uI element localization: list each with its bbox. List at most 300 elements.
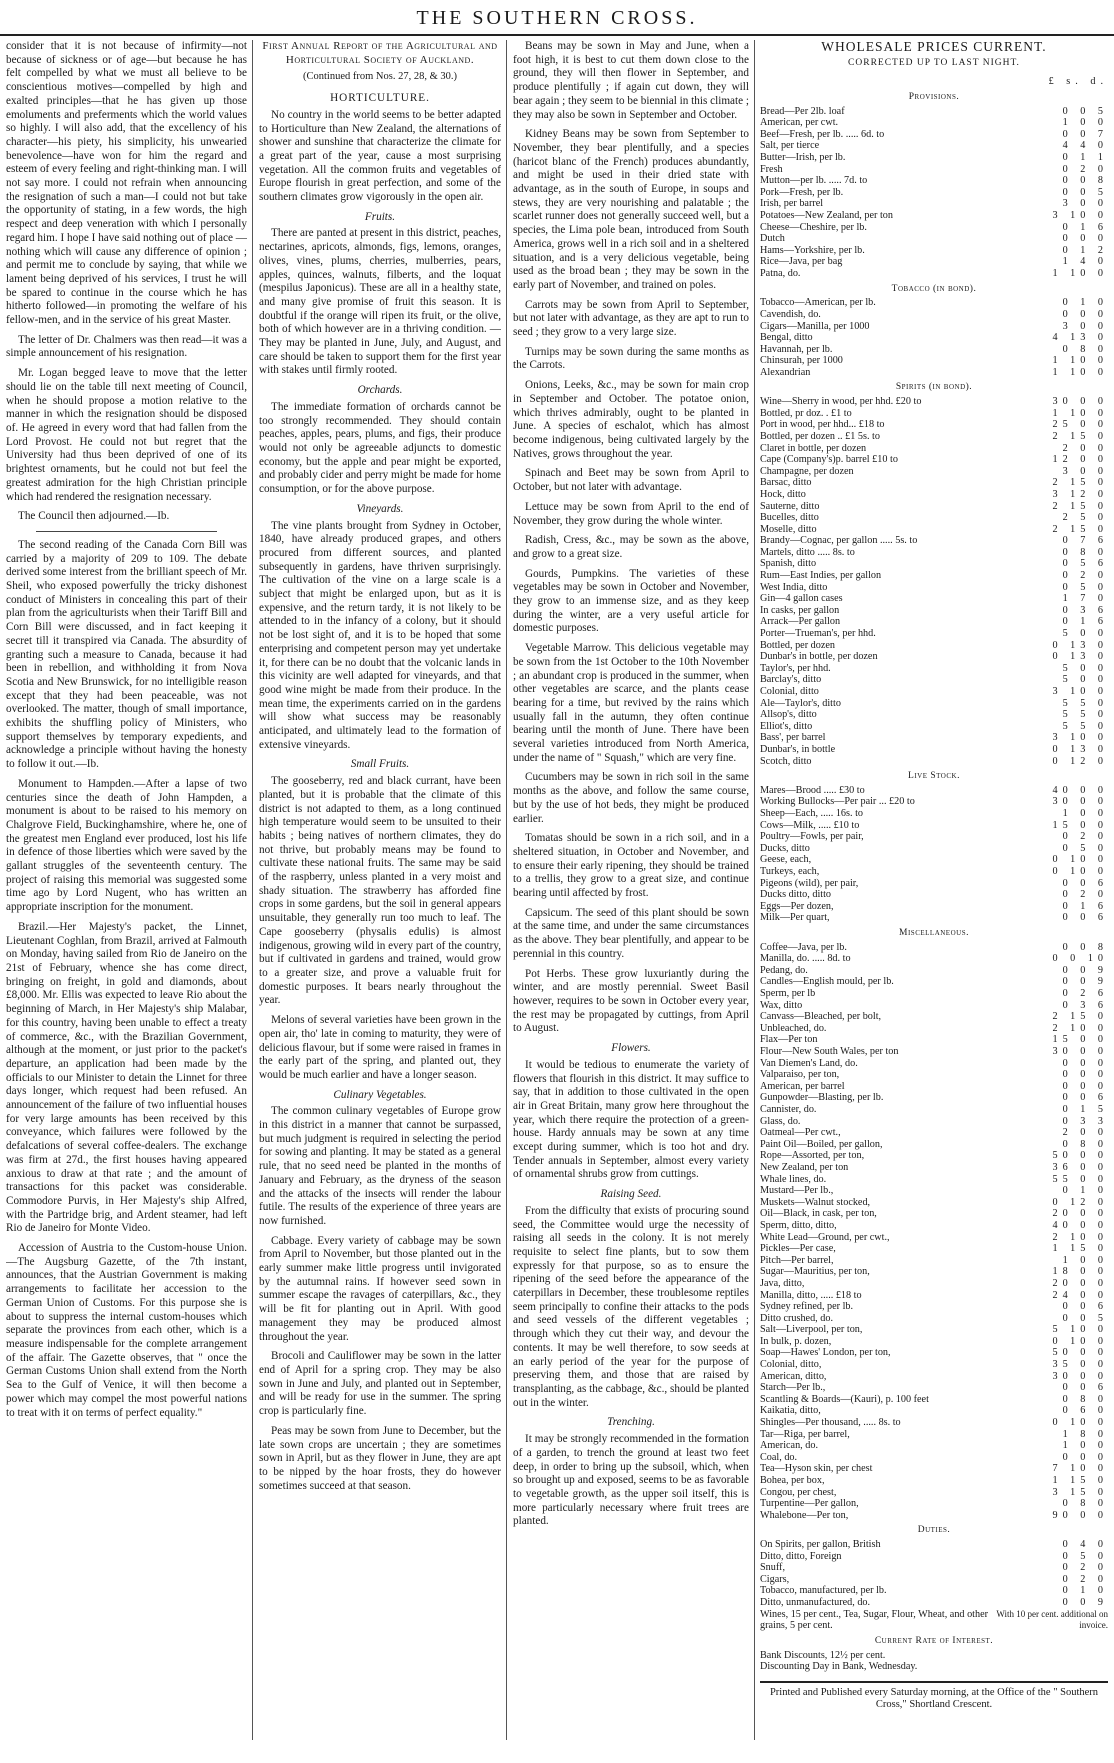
article-paragraph: Mr. Logan begged leave to move that the letter should lie on the table till next meeting of Council, when he should propose a motion relative to the manner in which the resignation should be disposed of. He agreed in every word that had fallen from the Lord Provost. He could not but regret that the University had thus been deprived of one of its brightest ornaments, but he could not but feel the greatest admiration for the high Christian principle which had rendered the resignation necessary. [6, 367, 247, 503]
price-value: 3 15 0 [1052, 1486, 1108, 1498]
price-value: 90 0 0 [1052, 1509, 1108, 1521]
price-row [760, 408, 1108, 420]
price-value: 0 0 0 [1062, 1451, 1108, 1463]
price-value: 55 0 0 [1052, 1173, 1108, 1185]
price-item-label: Pigeons (wild), per pair, [760, 877, 859, 889]
price-value: 0 2 0 [1062, 163, 1108, 175]
price-section-heading: Provisions. [908, 92, 960, 102]
price-value: 50 0 0 [1052, 1150, 1108, 1162]
price-value: 25 0 0 [1052, 419, 1108, 431]
price-value: 0 3 6 [1062, 999, 1108, 1011]
price-item-label: In casks, per gallon [760, 604, 840, 616]
price-row [760, 332, 1108, 344]
price-section-heading: Spirits (in bond). [895, 382, 973, 393]
price-row [760, 889, 1108, 901]
price-row [760, 1324, 1108, 1336]
price-item-label: Potatoes—New Zealand, per ton [760, 210, 893, 222]
price-item-label: Mutton—per lb. ..... 7d. to [760, 175, 868, 187]
price-row [760, 674, 1108, 686]
price-row [760, 744, 1108, 756]
article-paragraph: The second reading of the Canada Corn Bill was carried by a majority of 209 to 109. The debate derived some interest from the brilliant speech of Mr. Sheil, who exposed powerfully the tricky dishonest conduct of Ministers in concealing this part of their plan from the agriculturists when their Tariff Bill and Corn Bill were discussed, and in fact keeping it secret till it transpired via Canada. The absurdity of granting such a measure to Canada, because it had been in rebellion, and withholding it from Nova Scotia and New Brunswick, for no intelligible reason except that they had been peaceable, was not overlooked. The matter, though of small importance, exhibits the shuffling policy of Ministers, who support themselves by temporary expedients, and acknowledge a principle without having the honesty to follow it out.—Ib. [6, 538, 247, 771]
price-value: 0 0 0 [1062, 308, 1108, 320]
price-row [760, 1011, 1108, 1023]
price-row [760, 1266, 1108, 1278]
price-item-label: Sugar—Mauritius, per ton, [760, 1266, 870, 1278]
price-item-label: Canvass—Bleached, per bolt, [760, 1011, 882, 1023]
price-value: 40 0 0 [1052, 1219, 1108, 1231]
price-row [760, 1232, 1108, 1244]
price-item-label: Barsac, ditto [760, 477, 812, 489]
price-item-label: Sheep—Each, ..... 16s. to [760, 808, 863, 820]
price-value: 2 15 0 [1052, 430, 1108, 442]
price-item-label: Colonial, ditto, [760, 1359, 822, 1371]
price-value: 18 0 0 [1052, 1266, 1108, 1278]
section-heading: Raising Seed. [600, 1188, 662, 1201]
price-row [760, 1371, 1108, 1383]
price-item-label: Alexandrian [760, 366, 811, 378]
price-value: 1 7 0 [1062, 593, 1108, 605]
price-value: 2 10 0 [1052, 1022, 1108, 1034]
article-paragraph: Turnips may be sown during the same months as the Carrots. [513, 345, 749, 372]
price-value: 4 4 0 [1062, 140, 1108, 152]
price-row [760, 489, 1108, 501]
price-value: 24 0 0 [1052, 1289, 1108, 1301]
price-item-label: Java, ditto, [760, 1277, 805, 1289]
price-row [760, 106, 1108, 118]
price-row [760, 640, 1108, 652]
price-item-label: Bank Discounts, 12½ per cent. [760, 1649, 886, 1661]
price-item-label: Coffee—Java, per lb. [760, 941, 847, 953]
price-item-label: Bread—Per 2lb. loaf [760, 105, 845, 117]
price-item-label: Turkeys, each, [760, 866, 820, 878]
section-heading: Vineyards. [356, 502, 404, 515]
column-1 [6, 40, 247, 1745]
price-item-label: In bulk, p. dozen, [760, 1335, 832, 1347]
price-item-label: New Zealand, per ton [760, 1161, 849, 1173]
price-row [760, 512, 1108, 524]
price-item-label: Muskets—Walnut stocked, [760, 1196, 871, 1208]
price-value: 2 10 0 [1052, 1231, 1108, 1243]
price-value: 0 0 6 [1062, 1382, 1108, 1394]
price-row [760, 1463, 1108, 1475]
price-item-label: Valparaiso, per ton, [760, 1069, 840, 1081]
price-row [760, 233, 1108, 245]
price-value: 2 0 0 [1062, 442, 1108, 454]
price-value: 0 12 0 [1052, 755, 1108, 767]
price-row [760, 1562, 1108, 1574]
price-item-label: Rope—Assorted, per ton, [760, 1150, 865, 1162]
column-rule [754, 40, 755, 1740]
price-row [760, 1382, 1108, 1394]
price-row [760, 187, 1108, 199]
price-item-label: Coal, do. [760, 1451, 798, 1463]
price-item-label: Kaikatia, ditto, [760, 1405, 821, 1417]
article-paragraph: No country in the world seems to be better adapted to Horticulture than New Zealand, the alternations of shower and sunshine that characterize the climate for a great part of the year, cause a most surprising vegetation. All the common fruits and vegetables of Europe flourish in great perfection, and some of the southern climates grow vigorously in the open air. [259, 108, 501, 204]
price-item-label: Paint Oil—Boiled, per gallon, [760, 1138, 883, 1150]
price-row [760, 1243, 1108, 1255]
price-row [760, 355, 1108, 367]
price-value: 30 0 0 [1052, 1370, 1108, 1382]
price-item-label: Tea—Hyson skin, per chest [760, 1463, 873, 1475]
price-value: 3 0 0 [1062, 198, 1108, 210]
price-item-label: Champagne, per dozen [760, 465, 854, 477]
price-item-label: Soap—Hawes' London, per ton, [760, 1347, 891, 1359]
price-row [760, 901, 1108, 913]
price-value: 3 10 0 [1052, 210, 1108, 222]
price-row [760, 501, 1108, 513]
price-row [760, 1313, 1108, 1325]
price-value: 0 0 9 [1062, 964, 1108, 976]
price-item-label: Dunbar's, in bottle [760, 743, 836, 755]
price-value: 0 1 0 [1062, 1585, 1108, 1597]
price-value: 4 13 0 [1052, 332, 1108, 344]
price-value: 1 0 0 [1062, 117, 1108, 129]
price-row [760, 210, 1108, 222]
price-value: 30 0 0 [1052, 396, 1108, 408]
price-row [760, 570, 1108, 582]
price-row [760, 140, 1108, 152]
price-value: 0 10 0 [1052, 1417, 1108, 1429]
price-item-label: Eggs—Per dozen, [760, 900, 834, 912]
price-item-label: Sperm, per lb [760, 988, 816, 1000]
article-paragraph: Vegetable Marrow. This delicious vegetable may be sown from the 1st October to the 10th November ; an abundant crop is produced in the summer, when other vegetables are scarce, and the plants cease bearing for a time, but revived by the rains which usually fall in the autumn, they often continue bearing until the month of June. There have been several varieties introduced from North America, under the name of " Squash," which are very fine. [513, 642, 749, 764]
price-item-label: Dutch [760, 233, 785, 245]
price-item-label: Wines, 15 per cent., Tea, Sugar, Flour, Wheat, and other grains, 5 per cent. [760, 1608, 988, 1632]
article-paragraph: Brocoli and Cauliflower may be sown in the latter end of April for a spring crop. They may be also sown in June and July, and planted out in September, and will be ready for use in the summer. The spring crop is particularly fine. [259, 1350, 501, 1418]
price-row [760, 268, 1108, 280]
price-row [760, 164, 1108, 176]
price-row [760, 1069, 1108, 1081]
price-item-label: Hock, ditto [760, 488, 806, 500]
price-item-label: Ducks ditto, ditto [760, 889, 832, 901]
price-item-label: Barclay's, ditto [760, 674, 822, 686]
price-value: 0 1 6 [1062, 221, 1108, 233]
price-row [760, 953, 1108, 965]
price-item-label: Whale lines, do. [760, 1173, 827, 1185]
price-item-label: Cigars, [760, 1573, 790, 1585]
price-value: 0 12 0 [1052, 1196, 1108, 1208]
price-row [760, 732, 1108, 744]
article-paragraph: It may be strongly recommended in the formation of a garden, to trench the ground at least two feet deep, in order to bring up the subsoil, which, when so brought up and exposed, seems to be as favorable to vegetable growth, as the upper soil itself, this is more particularly necessary where fruit trees are planted. [513, 1433, 749, 1528]
price-row [760, 321, 1108, 333]
price-value: 0 2 0 [1062, 570, 1108, 582]
price-value: 0 8 0 [1062, 1498, 1108, 1510]
price-item-label: Tar—Riga, per barrel, [760, 1428, 850, 1440]
price-row [760, 1278, 1108, 1290]
price-value: 20 0 0 [1052, 1208, 1108, 1220]
price-value: 3 10 0 [1052, 686, 1108, 698]
price-value: 0 13 0 [1052, 639, 1108, 651]
price-row [760, 1301, 1108, 1313]
price-row [760, 1359, 1108, 1371]
price-item-label: Claret in bottle, per dozen [760, 442, 867, 454]
price-item-label: Pickles—Per case, [760, 1243, 836, 1255]
price-value: 0 10 0 [1052, 854, 1108, 866]
price-value: 40 0 0 [1052, 784, 1108, 796]
price-item-label: Sydney refined, per lb. [760, 1301, 854, 1313]
article-paragraph: The common culinary vegetables of Europe grow in this district in a manner that cannot be surpassed, but much judgment is required in selecting the period for sowing and planting. It may be stated as a general rule, that no seed need be planted in the months of January and February, as the dryness of the season and the attacks of the insects will render the labour futile. The results of the experience of three years are now furnished. [259, 1105, 501, 1227]
price-value: 1 10 0 [1052, 355, 1108, 367]
price-item-label: Milk—Per quart, [760, 912, 830, 924]
price-row [760, 1000, 1108, 1012]
price-item-label: On Spirits, per gallon, British [760, 1539, 881, 1551]
price-value: 0 1 5 [1062, 1104, 1108, 1116]
price-row [760, 309, 1108, 321]
price-item-label: Spanish, ditto [760, 558, 817, 570]
article-paragraph: Cabbage. Every variety of cabbage may be sown from April to November, but those planted out in the early summer make little progress until invigorated by the autumnal rains. If however seed sown in summer escape the ravages of caterpillars, &c., they will be fit for planting out in April. With good management they may be produced almost throughout the year. [259, 1234, 501, 1343]
price-row [760, 245, 1108, 257]
price-row [760, 396, 1108, 408]
price-value: 15 0 0 [1052, 819, 1108, 831]
price-item-label: Cannister, do. [760, 1104, 817, 1116]
price-row [760, 198, 1108, 210]
price-section-heading: Current Rate of Interest. [874, 1635, 994, 1646]
price-row [760, 912, 1108, 924]
price-row [760, 1661, 1108, 1673]
price-item-label: Van Diemen's Land, do. [760, 1057, 858, 1069]
price-row [760, 1162, 1108, 1174]
price-value: 0 1 6 [1062, 900, 1108, 912]
price-value: 0 2 0 [1062, 1562, 1108, 1574]
price-value: 0 3 6 [1062, 604, 1108, 616]
price-item-label: Butter—Irish, per lb. [760, 152, 846, 164]
price-item-label: Wine—Sherry in wood, per hhd. £20 to [760, 396, 922, 408]
price-item-label: Geese, each, [760, 854, 812, 866]
price-row [760, 1290, 1108, 1302]
price-value: 0 5 6 [1062, 558, 1108, 570]
price-value: 0 2 6 [1062, 988, 1108, 1000]
price-section-heading: Miscellaneous. [899, 928, 969, 938]
price-list [760, 91, 1108, 1673]
price-item-label: Salt, per tierce [760, 140, 820, 152]
price-value: 12 0 0 [1052, 454, 1108, 466]
price-item-label: Cigars—Manilla, per 1000 [760, 320, 870, 332]
price-item-label: Ditto, ditto, Foreign [760, 1550, 842, 1562]
price-value: 0 0 9 [1062, 1597, 1108, 1609]
price-item-label: Sperm, ditto, ditto, [760, 1219, 837, 1231]
price-value: 0 3 3 [1062, 1115, 1108, 1127]
column-2 [259, 40, 501, 1745]
price-item-label: American, per barrel [760, 1080, 845, 1092]
section-heading: Flowers. [611, 1042, 651, 1055]
price-row [760, 256, 1108, 268]
article-paragraph: The letter of Dr. Chalmers was then read—it was a simple announcement of his resignation. [6, 333, 247, 360]
section-heading: Small Fruits. [350, 758, 410, 771]
price-item-label: Colonial, ditto [760, 686, 819, 698]
price-row [760, 1440, 1108, 1452]
price-value: 5 5 0 [1062, 709, 1108, 721]
price-value: 0 5 0 [1062, 1550, 1108, 1562]
price-value: 1 0 0 [1062, 808, 1108, 820]
newspaper-title: THE SOUTHERN CROSS. [416, 7, 698, 29]
currency-header: £ s. d. [1048, 76, 1108, 88]
price-row [760, 628, 1108, 640]
price-row [760, 1551, 1108, 1563]
price-item-label: Bass', per barrel [760, 732, 826, 744]
price-value: 3 0 0 [1062, 465, 1108, 477]
price-item-label: Flax—Per ton [760, 1034, 818, 1046]
price-item-label: Glass, do. [760, 1115, 801, 1127]
price-item-label: Scotch, ditto [760, 755, 812, 767]
price-item-label: Bottled, per dozen .. £1 5s. to [760, 430, 880, 442]
price-item-label: Tobacco, manufactured, per lb. [760, 1585, 887, 1597]
article-paragraph: consider that it is not because of infirmity—not because of sickness or of age—but because he has felt compelled by what we must all believe to be conscientious motives—compelled by high and exalted principles—that he has given up those emoluments and preferments which the world values so highly. I will also add, that the excellency of his character—his piety, his simplicity, his unwearied benevolence—have won for him the regard and esteem of every feeling and right-thinking man. I will not say more. I could not refrain when announcing the resignation of such a man—I could not but take the opportunity of stating, in a few words, the high respect and deep veneration with which I personally regard him. I hope I have said nothing out of place — nothing which will cause any difference of opinion ; and permit me to conclude by saying, that while we lament being deprived of his services, I trust he will be spared to continue in the course which he has hitherto followed—in promoting the welfare of his fellow-men, and in the service of his great Master. [6, 40, 247, 327]
price-value: 5 0 0 [1062, 628, 1108, 640]
price-row [760, 843, 1108, 855]
article-paragraph: Radish, Cress, &c., may be sown as the above, and grow to a great size. [513, 534, 749, 560]
price-row [760, 1104, 1108, 1116]
price-row [760, 965, 1108, 977]
article-paragraph: Capsicum. The seed of this plant should be sown at the same time, and under the same circumstances as the above. They bear plentifully, and appear to be perennial in this country. [513, 906, 749, 960]
price-value: 0 0 5 [1062, 105, 1108, 117]
price-value: 0 2 0 [1062, 889, 1108, 901]
price-row [760, 1116, 1108, 1128]
price-section-heading: Tobacco (in bond). [891, 283, 977, 294]
price-value: 1 15 0 [1052, 1475, 1108, 1487]
price-item-label: Wax, ditto [760, 999, 803, 1011]
price-value: 0 0 6 [1062, 877, 1108, 889]
price-row [760, 663, 1108, 675]
price-value: 30 0 0 [1052, 796, 1108, 808]
price-item-label: Manilla, ditto, ..... £18 to [760, 1289, 862, 1301]
price-row [760, 1417, 1108, 1429]
price-row [760, 222, 1108, 234]
price-value: 0 1 1 [1062, 152, 1108, 164]
price-row [760, 1185, 1108, 1197]
price-row [760, 582, 1108, 594]
price-value: 0 6 0 [1062, 1405, 1108, 1417]
price-value: 0 2 0 [1062, 831, 1108, 843]
price-row [760, 129, 1108, 141]
price-item-label: Patna, do. [760, 268, 801, 280]
article-paragraph: Kidney Beans may be sown from September to November, they bear plentifully, and a species (haricot blanc of the French) produces abundantly, and might be used in their dried state with advantage, as in the south of Europe, in soups and stews, they are very nourishing and palatable ; the scarlet runner does not generally succeed well, but a species, the Lima pole bean, introduced from South America, grows well in a rich soil and in a sheltered situation, and is a very delicious vegetable, being used as the broad bean ; they may be sown in the early part of November, and trained on poles. [513, 128, 749, 291]
price-row [760, 1498, 1108, 1510]
price-row [760, 1405, 1108, 1417]
price-item-label: Fresh [760, 163, 783, 175]
price-row [760, 976, 1108, 988]
article-paragraph: The vine plants brought from Sydney in October, 1840, have already produced grapes, and others procured from different sources, and planted subsequently in gardens, have thriven surprisingly. The cultivation of the vine on a large scale is a subject that might be enlarged upon, but as it is expensive, and the return tardy, it is not likely to be attended to in the infancy of a colony, but it should not be lost sight of, and it is to be hoped that some enterprising and competent person may yet undertake it, for there can be no doubt that the volcanic lands in this vicinity are well adapted for vineyards, and that good wine might be made from their produce. In the mean time, the experiments carried on in the gardens will show what success may be reasonably anticipated, and ultimately lead to the formation of extensive vineyards. [259, 519, 501, 751]
imprint: Printed and Published every Saturday morning, at the Office of the " Southern Cross," Shortland Crescent. [760, 1681, 1108, 1712]
price-row [760, 1127, 1108, 1139]
price-value: With 10 per cent. additional on invoice. [996, 1608, 1108, 1631]
price-value [1046, 1650, 1108, 1662]
price-value: 0 0 0 [1062, 1057, 1108, 1069]
price-row [760, 1347, 1108, 1359]
price-row [760, 709, 1108, 721]
price-item-label: Flour—New South Wales, per ton [760, 1046, 899, 1058]
price-row [760, 1174, 1108, 1186]
price-row [760, 1487, 1108, 1499]
price-item-label: Taylor's, per hhd. [760, 662, 831, 674]
price-value: 0 0 7 [1062, 128, 1108, 140]
masthead [0, 0, 1114, 36]
price-row [760, 1597, 1108, 1609]
price-row [760, 1585, 1108, 1597]
price-row [760, 698, 1108, 710]
price-row [760, 558, 1108, 570]
price-section-heading: Duties. [917, 1525, 951, 1536]
price-row [760, 1150, 1108, 1162]
report-title: First Annual Report of the Agricultural and Horticultural Society of Auckland. [262, 40, 498, 66]
price-value: 0 7 6 [1062, 535, 1108, 547]
price-row [760, 1452, 1108, 1464]
divider [36, 531, 217, 532]
price-row [760, 454, 1108, 466]
price-value: 35 0 0 [1052, 1359, 1108, 1371]
price-value: 0 5 0 [1062, 581, 1108, 593]
price-value: 0 13 0 [1052, 651, 1108, 663]
continued-note: (Continued from Nos. 27, 28, & 30.) [303, 71, 457, 83]
price-row [760, 431, 1108, 443]
column-rule [252, 40, 253, 1740]
price-item-label: American, per cwt. [760, 117, 839, 129]
price-value: 1 10 0 [1052, 366, 1108, 378]
section-heading: Orchards. [357, 384, 403, 397]
price-row [760, 854, 1108, 866]
article-paragraph: Monument to Hampden.—After a lapse of two centuries since the death of John Hampden, a monument is about to be raised to his memory on Chalgrove Field, Buckinghamshire, where he, one of the greatest men England ever produced, lost his life in defence of those liberties which were saved by the gallant struggles of the seventeenth century. The project of raising this memorial was suggested some time ago by Lord Nugent, who has written an appropriate inscription for the monument. [6, 777, 247, 914]
article-paragraph: Gourds, Pumpkins. The varieties of these vegetables may be sown in October and November, they grow to an immense size, and as they keep during the winter, are a very useful article for domestic purposes. [513, 567, 749, 635]
price-item-label: Martels, ditto ..... 8s. to [760, 546, 855, 558]
price-row [760, 808, 1108, 820]
price-value: 0 8 0 [1062, 343, 1108, 355]
section-heading: Trenching. [607, 1416, 655, 1429]
price-item-label: Salt—Liverpool, per ton, [760, 1324, 863, 1336]
price-value: 0 0 6 [1062, 1092, 1108, 1104]
price-value: 0 8 0 [1062, 546, 1108, 558]
price-item-label: Cows—Milk, ..... £10 to [760, 819, 860, 831]
price-value: 0 0 10 [1052, 953, 1108, 965]
price-item-label: American, do. [760, 1440, 818, 1452]
price-item-label: Turpentine—Per gallon, [760, 1498, 859, 1510]
price-row [760, 547, 1108, 559]
article-paragraph: It would be tedious to enumerate the variety of flowers that flourish in this district. It may suffice to say, that in addition to those cultivated in the open air in Great Britain, many grow here throughout the year, which there require the protection of a green-house. Hardy annuals may be sown at any time except during summer, which is too hot and dry. Tender annuals in September, almost every variety of ornamental shrubs grow from cuttings. [513, 1058, 749, 1181]
price-item-label: Brandy—Cognac, per gallon ..... 5s. to [760, 535, 918, 547]
price-value: 2 15 0 [1052, 1011, 1108, 1023]
price-item-label: Candles—English mould, per lb. [760, 976, 894, 988]
price-value: 1 0 0 [1062, 1254, 1108, 1266]
article-paragraph: There are panted at present in this district, peaches, nectarines, apricots, almonds, figs, lemons, oranges, olives, vines, plums, cherries, mulberries, pears, apples, quinces, walnuts, filberts, and the loquat (mespilus Japonicus). These are all in a healthy state, and many give promise of fruit this season. It is doubtful if the orange will ripen its fruit, or the olive, both of which however are in a thriving condition. — They may be planted in June, July, and August, and care should be taken to support them for the first year with stakes until firmly rooted. [259, 227, 501, 377]
price-value: 0 8 0 [1062, 1138, 1108, 1150]
price-row [760, 1034, 1108, 1046]
price-row [760, 1574, 1108, 1586]
price-item-label: Gin—4 gallon cases [760, 593, 843, 605]
price-section-heading: Live Stock. [908, 771, 960, 782]
price-value: 0 0 0 [1062, 233, 1108, 245]
price-item-label: Bucelles, ditto [760, 512, 819, 524]
price-value: 2 15 0 [1052, 523, 1108, 535]
price-row [760, 866, 1108, 878]
price-row [760, 988, 1108, 1000]
price-row [760, 1092, 1108, 1104]
price-value [1046, 1661, 1108, 1673]
price-row [760, 1058, 1108, 1070]
section-heading: Fruits. [364, 210, 396, 223]
price-value: 0 0 9 [1062, 976, 1108, 988]
price-value: 5 10 0 [1052, 1324, 1108, 1336]
price-item-label: Discounting Day in Bank, Wednesday. [760, 1661, 918, 1673]
price-value: 0 0 6 [1062, 1301, 1108, 1313]
price-row [760, 1208, 1108, 1220]
price-value: 0 0 6 [1062, 912, 1108, 924]
price-row [760, 524, 1108, 536]
price-row [760, 1023, 1108, 1035]
price-row [760, 686, 1108, 698]
price-row [760, 605, 1108, 617]
price-value: 0 1 0 [1062, 297, 1108, 309]
price-item-label: Pork—Fresh, per lb. [760, 186, 844, 198]
price-value: 1 0 0 [1062, 1440, 1108, 1452]
price-row [760, 1336, 1108, 1348]
